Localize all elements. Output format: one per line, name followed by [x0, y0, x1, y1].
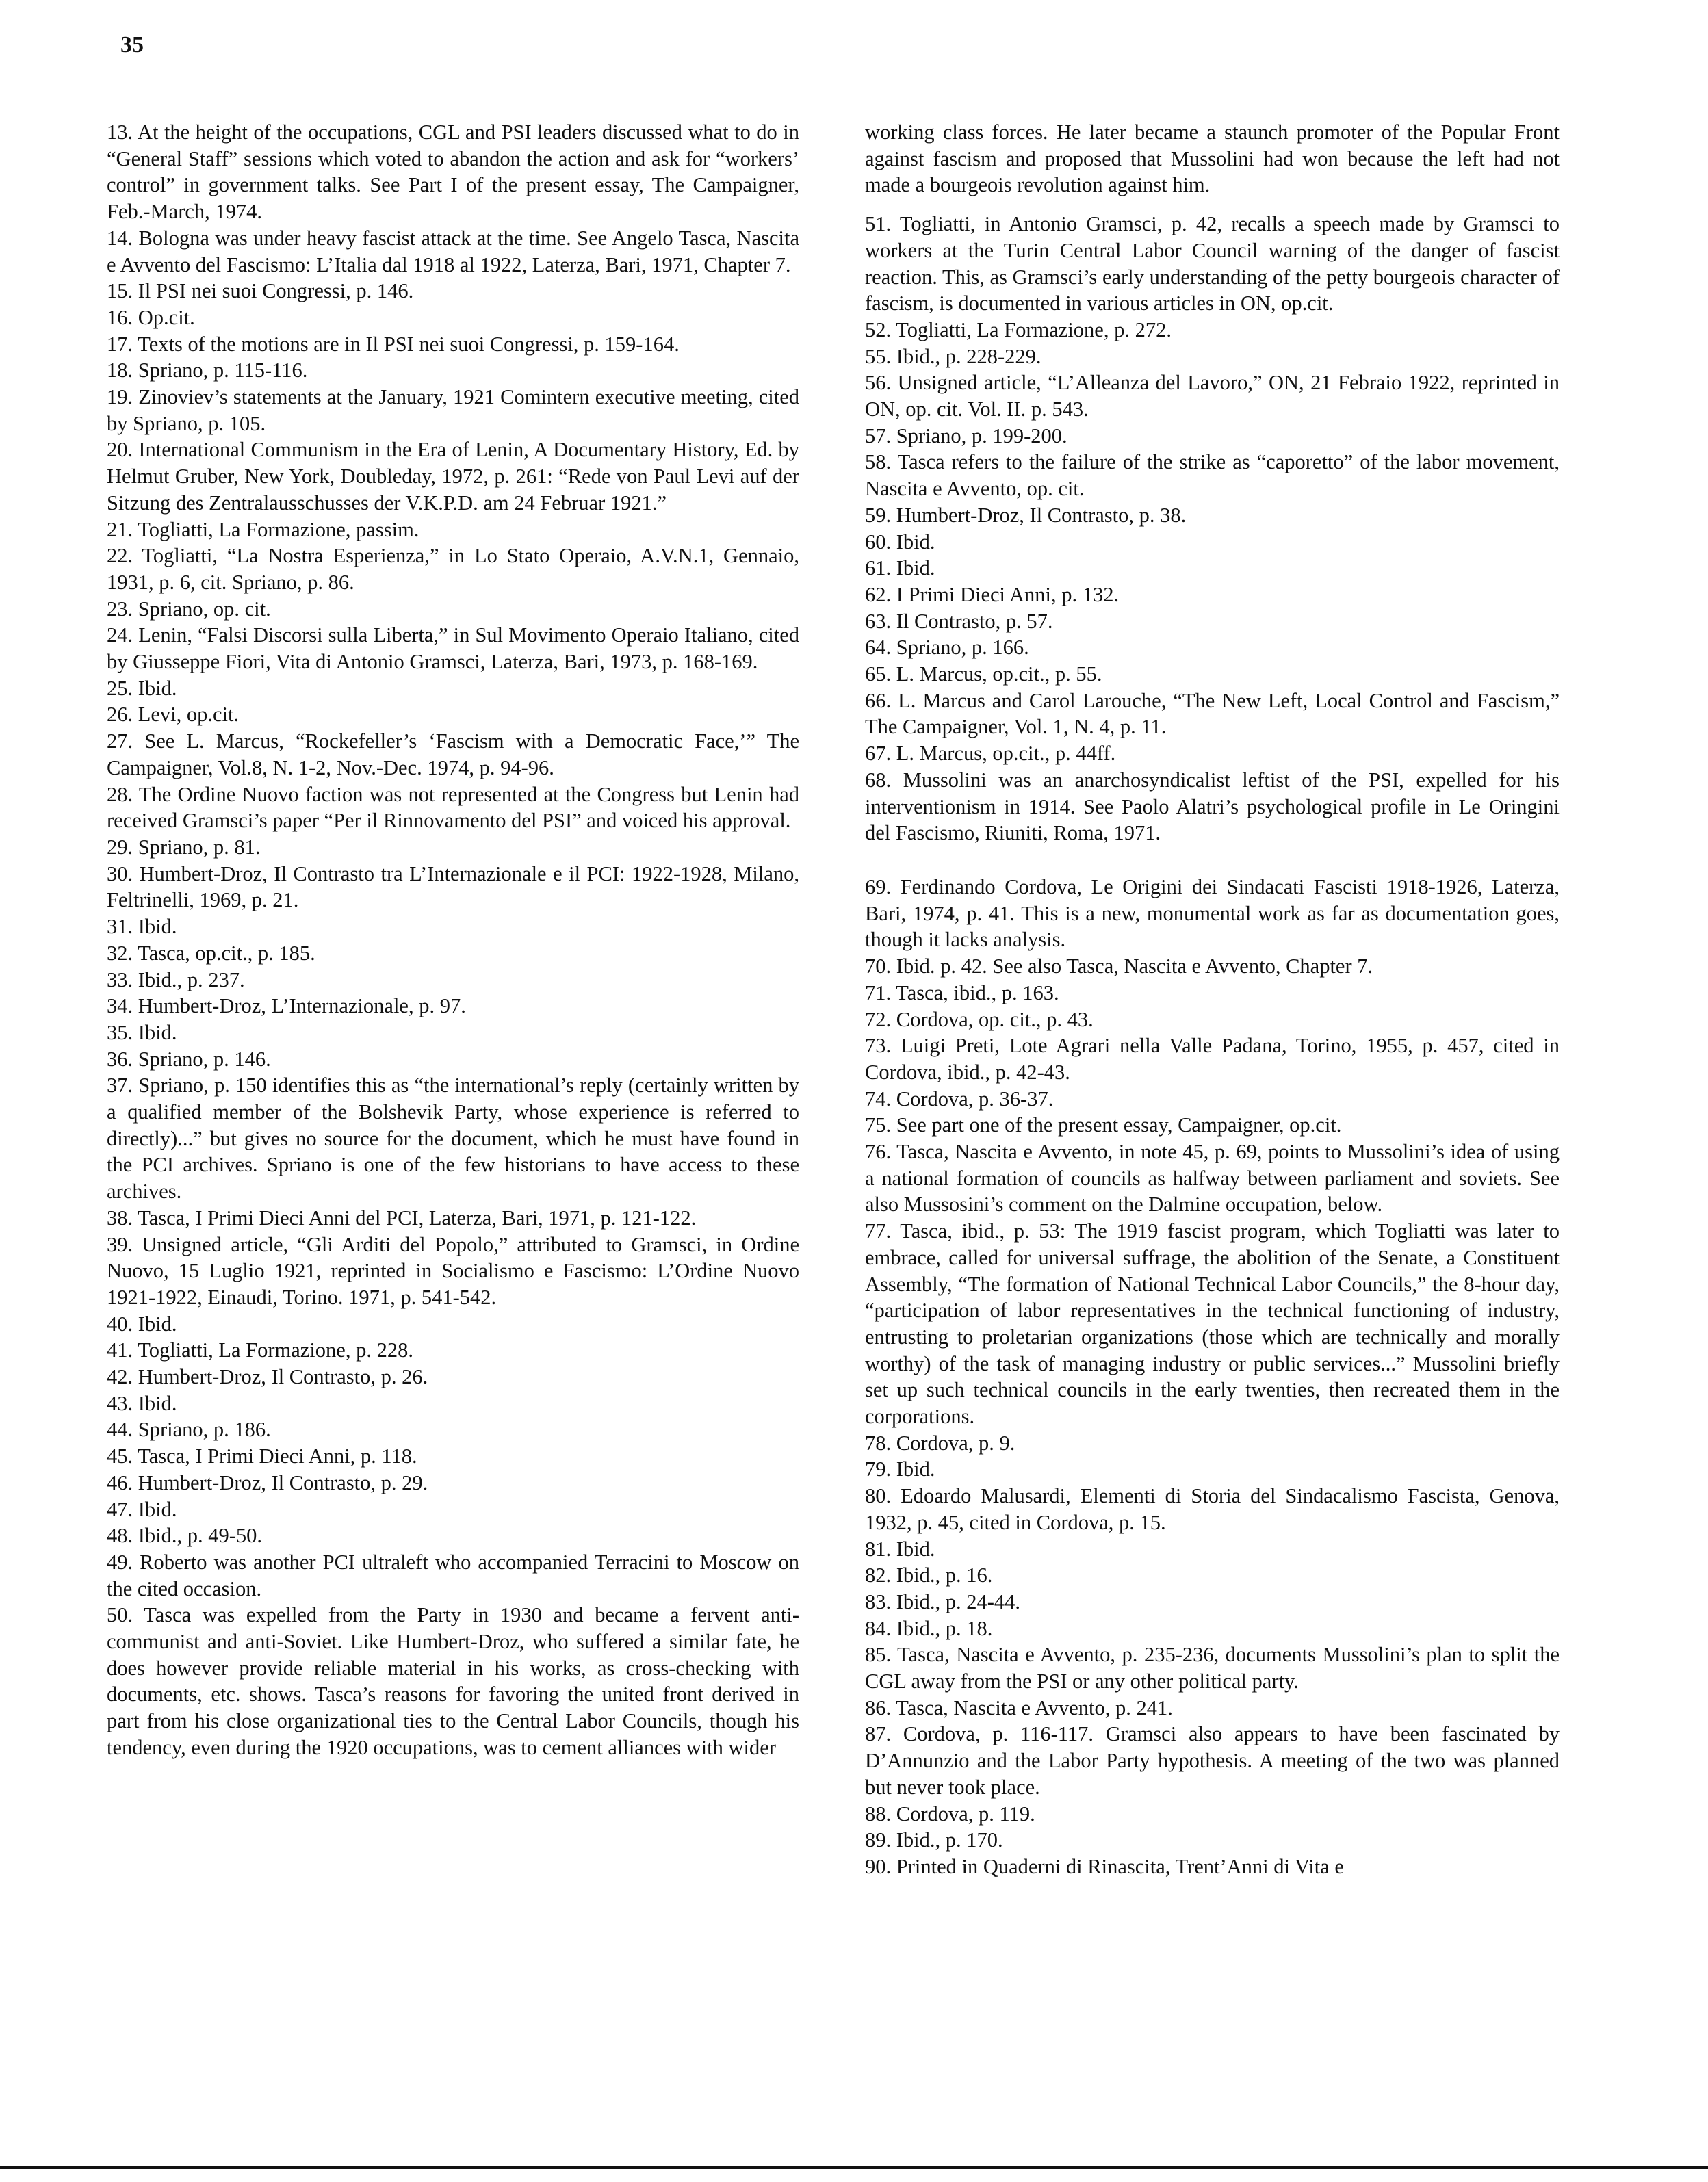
- footnote: 25. Ibid.: [107, 676, 177, 700]
- footnote: 48. Ibid., p. 49-50.: [107, 1524, 263, 1548]
- footnote: 24. Lenin, “Falsi Discorsi sulla Liberta,” in Sul Movimento Operaio Italiano, cited by Giusseppe Fiori, Vita di Antonio Gramsci, Laterza, Bari, 1973, p. 168-169.: [107, 623, 799, 674]
- footnote: 33. Ibid., p. 237.: [107, 967, 245, 991]
- footnote: 57. Spriano, p. 199-200.: [865, 424, 1068, 447]
- footnote: 45. Tasca, I Primi Dieci Anni, p. 118.: [107, 1444, 417, 1468]
- footnote: 55. Ibid., p. 228-229.: [865, 344, 1041, 368]
- footnote: 75. See part one of the present essay, Campaigner, op.cit.: [865, 1113, 1342, 1137]
- footnote: 43. Ibid.: [107, 1391, 177, 1415]
- footnote: 66. L. Marcus and Carol Larouche, “The New Left, Local Control and Fascism,” The Campaigner, Vol. 1, N. 4, p. 11.: [865, 688, 1560, 739]
- footnote: 14. Bologna was under heavy fascist attack at the time. See Angelo Tasca, Nascita e Avvento del Fascismo: L’Italia dal 1918 al 1922, Laterza, Bari, 1971, Chapter 7.: [107, 226, 799, 276]
- footnote: 61. Ibid.: [865, 556, 935, 580]
- footnote: 82. Ibid., p. 16.: [865, 1563, 993, 1587]
- footnote: 77. Tasca, ibid., p. 53: The 1919 fascist program, which Togliatti was later to embrace, called for universal suffrage, the abolition of the Senate, a Constituent Assembly, “The formation of National Technical Labor Councils,” the 8-hour day, “participation of labor representatives in the technical functioning of industry, entrusting to proletarian organizations (those which are technically and morally worthy) of the task of managing industry or public services...” Mussolini briefly set up such technical councils in the early twenties, then recreated them in the corporations.: [865, 1219, 1560, 1429]
- footnote: 90. Printed in Quaderni di Rinascita, Trent’Anni di Vita e: [865, 1855, 1344, 1878]
- left-notes-column: [107, 119, 799, 1761]
- footnote: 21. Togliatti, La Formazione, passim.: [107, 517, 419, 541]
- footnote: 15. Il PSI nei suoi Congressi, p. 146.: [107, 279, 414, 303]
- footnote: 52. Togliatti, La Formazione, p. 272.: [865, 317, 1172, 341]
- footnote: 56. Unsigned article, “L’Alleanza del Lavoro,” ON, 21 Febraio 1922, reprinted in ON, op. cit. Vol. II. p. 543.: [865, 371, 1560, 421]
- footnote: 81. Ibid.: [865, 1537, 935, 1561]
- footnote: 80. Edoardo Malusardi, Elementi di Storia del Sindacalismo Fascista, Genova, 1932, p. 45, cited in Cordova, p. 15.: [865, 1484, 1560, 1534]
- footnote: 76. Tasca, Nascita e Avvento, in note 45, p. 69, points to Mussolini’s idea of using a national formation of councils as halfway between parliament and soviets. See also Mussosini’s comment on the Dalmine occupation, below.: [865, 1140, 1560, 1217]
- footnote: 30. Humbert-Droz, Il Contrasto tra L’Internazionale e il PCI: 1922-1928, Milano, Feltrinelli, 1969, p. 21.: [107, 861, 799, 912]
- footnote-continuation: working class forces. He later became a staunch promoter of the Popular Front against fascism and proposed that Mussolini had won because the left had not made a bourgeois revolution against him.: [865, 120, 1560, 197]
- footnote: 17. Texts of the motions are in Il PSI nei suoi Congressi, p. 159-164.: [107, 332, 680, 356]
- footnote: 36. Spriano, p. 146.: [107, 1047, 271, 1071]
- footnote: 71. Tasca, ibid., p. 163.: [865, 980, 1059, 1004]
- right-notes-column: [865, 119, 1560, 1880]
- footnote: 32. Tasca, op.cit., p. 185.: [107, 941, 315, 965]
- footnote: 41. Togliatti, La Formazione, p. 228.: [107, 1338, 413, 1362]
- page-number: 35: [120, 32, 144, 57]
- footnote: 85. Tasca, Nascita e Avvento, p. 235-236, documents Mussolini’s plan to split the CGL away from the PSI or any other political party.: [865, 1643, 1560, 1693]
- footnote: 60. Ibid.: [865, 530, 935, 554]
- footnote: 35. Ibid.: [107, 1020, 177, 1044]
- footnote: 88. Cordova, p. 119.: [865, 1802, 1035, 1826]
- footnote: 38. Tasca, I Primi Dieci Anni del PCI, Laterza, Bari, 1971, p. 121-122.: [107, 1206, 697, 1230]
- footnote: 79. Ibid.: [865, 1457, 935, 1481]
- footnote: 67. L. Marcus, op.cit., p. 44ff.: [865, 742, 1116, 766]
- footnote: 47. Ibid.: [107, 1497, 177, 1521]
- bottom-rule: [0, 2166, 1708, 2169]
- footnote: 69. Ferdinando Cordova, Le Origini dei Sindacati Fascisti 1918-1926, Laterza, Bari, 1974, p. 41. This is a new, monumental work as far as documentation goes, though it lacks analysis.: [865, 874, 1560, 952]
- footnote: 72. Cordova, op. cit., p. 43.: [865, 1007, 1094, 1031]
- footnote: 13. At the height of the occupations, CGL and PSI leaders discussed what to do in “General Staff” sessions which voted to abandon the action and ask for “workers’ control” in government talks. See Part I of the present essay, The Campaigner, Feb.-March, 1974.: [107, 120, 799, 224]
- footnote: 37. Spriano, p. 150 identifies this as “the international’s reply (certainly written by a qualified member of the Bolshevik Party, whose experience is referred to directly)...” but gives no source for the document, which he must have found in the PCI archives. Spriano is one of the few historians to have access to these archives.: [107, 1074, 799, 1204]
- footnote: 27. See L. Marcus, “Rockefeller’s ‘Fascism with a Democratic Face,’” The Campaigner, Vol.8, N. 1-2, Nov.-Dec. 1974, p. 94-96.: [107, 729, 799, 779]
- footnote: 29. Spriano, p. 81.: [107, 835, 261, 859]
- footnote: 84. Ibid., p. 18.: [865, 1616, 993, 1640]
- footnote: 83. Ibid., p. 24-44.: [865, 1589, 1021, 1613]
- footnote: 58. Tasca refers to the failure of the strike as “caporetto” of the labor movement, Nascita e Avvento, op. cit.: [865, 450, 1560, 501]
- footnote: 26. Levi, op.cit.: [107, 703, 240, 727]
- footnote: 44. Spriano, p. 186.: [107, 1418, 271, 1442]
- footnote: 86. Tasca, Nascita e Avvento, p. 241.: [865, 1696, 1173, 1719]
- footnote: 62. I Primi Dieci Anni, p. 132.: [865, 582, 1120, 606]
- footnote: 74. Cordova, p. 36-37.: [865, 1087, 1054, 1111]
- footnote: 50. Tasca was expelled from the Party in 1930 and became a fervent anti-communist and anti-Soviet. Like Humbert-Droz, who suffered a similar fate, he does however provide reliable material in his works, as cross-checking with documents, etc. shows. Tasca’s reasons for favoring the united front derived in part from his close organizational ties to the Central Labor Councils, though his tendency, even during the 1920 occupations, was to cement alliances with wider: [107, 1603, 799, 1759]
- footnote: 89. Ibid., p. 170.: [865, 1828, 1003, 1852]
- footnote: 34. Humbert-Droz, L’Internazionale, p. 97.: [107, 994, 466, 1018]
- footnote: 20. International Communism in the Era of Lenin, A Documentary History, Ed. by Helmut Gruber, New York, Doubleday, 1972, p. 261: “Rede von Paul Levi auf der Sitzung des Zentralausschusses der V.K.P.D. am 24 Februar 1921.”: [107, 438, 799, 515]
- footnote: 68. Mussolini was an anarchosyndicalist leftist of the PSI, expelled for his interventionism in 1914. See Paolo Alatri’s psychological profile in Le Oringini del Fascismo, Riuniti, Roma, 1971.: [865, 768, 1560, 845]
- footnote: 18. Spriano, p. 115-116.: [107, 359, 308, 382]
- footnote: 78. Cordova, p. 9.: [865, 1431, 1015, 1455]
- footnote: 42. Humbert-Droz, Il Contrasto, p. 26.: [107, 1365, 428, 1389]
- footnote: 28. The Ordine Nuovo faction was not represented at the Congress but Lenin had received Gramsci’s paper “Per il Rinnovamento del PSI” and voiced his approval.: [107, 782, 799, 833]
- footnote: 87. Cordova, p. 116-117. Gramsci also appears to have been fascinated by D’Annunzio and the Labor Party hypothesis. A meeting of the two was planned but never took place.: [865, 1722, 1560, 1799]
- footnote: 63. Il Contrasto, p. 57.: [865, 609, 1053, 633]
- footnote: 19. Zinoviev’s statements at the January, 1921 Comintern executive meeting, cited by Spriano, p. 105.: [107, 385, 799, 435]
- footnote: 23. Spriano, op. cit.: [107, 597, 271, 621]
- footnote: 59. Humbert-Droz, Il Contrasto, p. 38.: [865, 503, 1187, 527]
- footnote: 70. Ibid. p. 42. See also Tasca, Nascita e Avvento, Chapter 7.: [865, 954, 1373, 978]
- footnote: 31. Ibid.: [107, 915, 177, 939]
- footnote: 39. Unsigned article, “Gli Arditi del Popolo,” attributed to Gramsci, in Ordine Nuovo, 15 Luglio 1921, reprinted in Socialismo e Fascismo: L’Ordine Nuovo 1921-1922, Einaudi, Torino. 1971, p. 541-542.: [107, 1232, 799, 1309]
- footnote: 65. L. Marcus, op.cit., p. 55.: [865, 662, 1102, 686]
- footnote: 16. Op.cit.: [107, 305, 195, 329]
- footnote: 40. Ibid.: [107, 1312, 177, 1336]
- footnote: 64. Spriano, p. 166.: [865, 636, 1029, 660]
- footnote: 46. Humbert-Droz, Il Contrasto, p. 29.: [107, 1470, 428, 1494]
- footnote: 51. Togliatti, in Antonio Gramsci, p. 42, recalls a speech made by Gramsci to workers at the Turin Central Labor Council warning of the danger of fascist reaction. This, as Gramsci’s early understanding of the petty bourgeois character of fascism, is documented in various articles in ON, op.cit.: [865, 212, 1560, 315]
- footnote: 73. Luigi Preti, Lote Agrari nella Valle Padana, Torino, 1955, p. 457, cited in Cordova, ibid., p. 42-43.: [865, 1034, 1560, 1084]
- footnote: 49. Roberto was another PCI ultraleft who accompanied Terracini to Moscow on the cited occasion.: [107, 1550, 799, 1600]
- footnote: 22. Togliatti, “La Nostra Esperienza,” in Lo Stato Operaio, A.V.N.1, Gennaio, 1931, p. 6, cit. Spriano, p. 86.: [107, 544, 799, 594]
